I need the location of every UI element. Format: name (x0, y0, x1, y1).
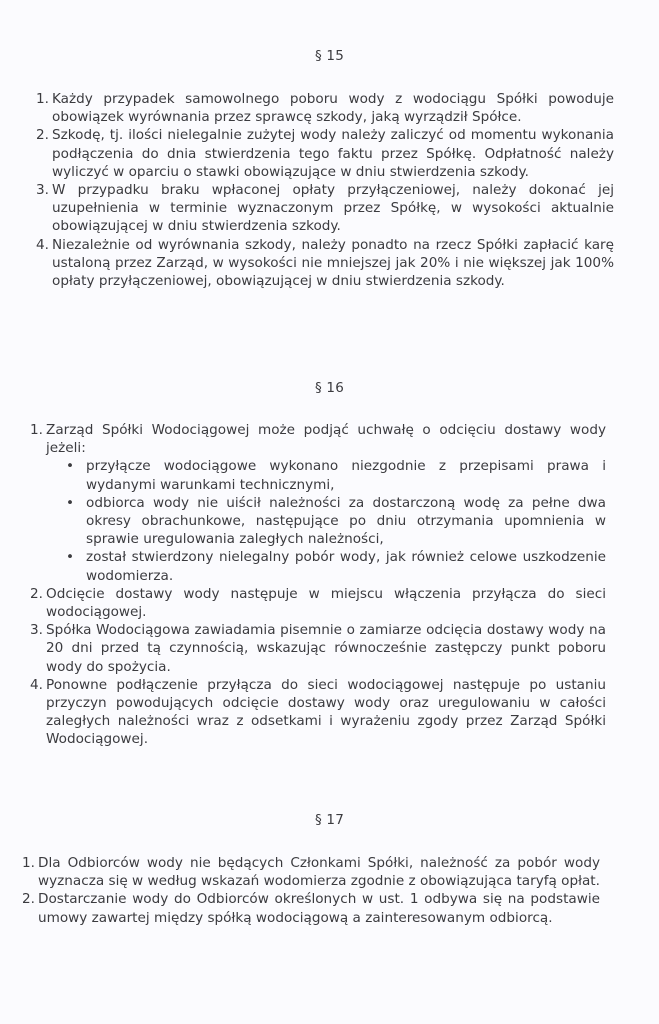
item-text: W przypadku braku wpłaconej opłaty przyłączeniowej, należy dokonać jej uzupełnienia w terminie wyznaczonym przez Spółkę, w wysokości aktualnie obowiązującej w dniu stwierdzenia szkody. (52, 182, 614, 235)
item-number: 3. (30, 622, 43, 639)
list-item (30, 585, 606, 621)
bullet-text: został stwierdzony nielegalny pobór wody, jak również celowe uszkodzenie wodomierza. (86, 549, 606, 584)
section-17-list (22, 854, 600, 927)
bullet-icon: • (66, 549, 75, 566)
item-number: 2. (36, 127, 49, 144)
item-number: 4. (30, 676, 43, 693)
item-text: Każdy przypadek samowolnego poboru wody z wodociągu Spółki powoduje obowiązek wyrównania przez sprawcę szkody, jaką wyrządził Spółce. (52, 91, 614, 126)
bullet-text: przyłącze wodociągowe wykonano niezgodnie z przepisami prawa i wydanymi warunkami technicznymi, (86, 458, 606, 493)
bullet-icon: • (66, 458, 75, 475)
list-item (36, 181, 614, 236)
section-15-list (36, 90, 614, 290)
item-text: Dostarczanie wody do Odbiorców określonych w ust. 1 odbywa się na podstawie umowy zawartej między spółką wodociągową a zainteresowanym odbiorcą. (38, 891, 600, 926)
section-heading-15: § 15 (314, 48, 345, 64)
item-text: Zarząd Spółki Wodociągowej może podjąć uchwałę o odcięciu dostawy wody jeżeli: (46, 422, 606, 457)
item-text: Spółka Wodociągowa zawiadamia pisemnie o zamiarze odcięcia dostawy wody na 20 dni przed tą czynnością, wskazując równocześnie zastępczy punkt poboru wody do spożycia. (46, 622, 606, 675)
list-item (22, 854, 600, 890)
bullet-item (66, 494, 606, 549)
bullet-icon: • (66, 494, 75, 511)
item-number: 4. (36, 236, 49, 253)
bullet-item (66, 548, 606, 584)
bullet-text: odbiorca wody nie uiścił należności za dostarczoną wodę za pełne dwa okresy obrachunkowe, następujące po dniu otrzymania upomnienia w sprawie uregulowania zaległych należności, (86, 494, 606, 548)
list-item (30, 676, 606, 749)
item-text: Niezależnie od wyrównania szkody, należy ponadto na rzecz Spółki zapłacić karę ustaloną przez Zarząd, w wysokości nie mniejszej jak 20% i nie większej jak 100% opłaty przyłączeniowej, obowiązującej w dniu stwierdzenia szkody. (52, 236, 614, 290)
item-text: Szkodę, tj. ilości nielegalnie zużytej wody należy zaliczyć od momentu wykonania podłączenia do dnia stwierdzenia tego faktu przez Spółkę. Odpłatność należy wyliczyć w oparciu o stawki obowiązujące w dniu stwierdzenia szkody. (52, 127, 614, 180)
list-item (36, 126, 614, 181)
item-number: 1. (30, 422, 43, 438)
item-number: 2. (30, 585, 43, 602)
list-item (22, 890, 600, 926)
item-text: Dla Odbiorców wody nie będących Członkami Spółki, należność za pobór wody wyznacza się w według wskazań wodomierza zgodnie z obowiązująca taryfą opłat. (38, 855, 600, 890)
item-text: Ponowne podłączenie przyłącza do sieci wodociągowej następuje po ustaniu przyczyn powodujących odcięcie dostawy wody oraz uregulowaniu w całości zaległych należności wraz z odsetkami i wyrażeniu zgody przez Zarząd Spółki Wodociągowej. (46, 676, 606, 748)
item-text: Odcięcie dostawy wody następuje w miejscu włączenia przyłącza do sieci wodociągowej. (46, 585, 606, 621)
list-item (30, 621, 606, 676)
item-number: 3. (36, 182, 49, 199)
section-heading-17: § 17 (314, 812, 345, 828)
list-item (36, 236, 614, 291)
item-number: 1. (36, 91, 49, 107)
section-16-list (30, 421, 606, 749)
section-heading-16: § 16 (314, 380, 345, 396)
bullet-item (66, 457, 606, 493)
list-item (30, 421, 606, 585)
list-item (36, 90, 614, 126)
item-number: 1. (22, 855, 35, 871)
bullet-list (66, 457, 606, 584)
item-number: 2. (22, 891, 35, 908)
